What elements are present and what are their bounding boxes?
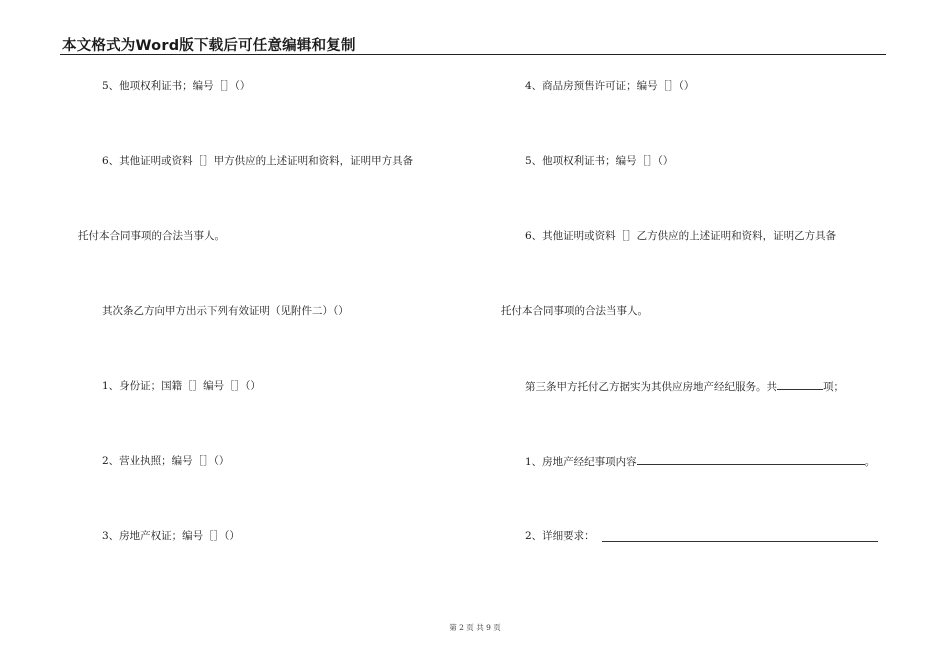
item-count-blank — [777, 379, 823, 390]
article-three-suffix: 项； — [823, 381, 844, 393]
detailed-requirements-label: 2、详细要求： — [525, 530, 595, 542]
brokerage-content-end: 。 — [864, 456, 876, 468]
header-divider — [60, 54, 886, 55]
right-line-7 — [525, 529, 595, 543]
right-line-6 — [525, 454, 875, 469]
left-line-7: 3、房地产权证；编号［］（） — [102, 530, 240, 542]
brokerage-content-blank — [637, 454, 865, 465]
left-line-6: 2、营业执照；编号［］（） — [102, 455, 230, 467]
left-line-1: 5、他项权利证书；编号［］（） — [102, 80, 251, 92]
right-line-2: 5、他项权利证书；编号［］（） — [525, 155, 674, 167]
page-number-footer: 第 2 页 共 9 页 — [449, 623, 501, 632]
left-line-2: 6、其他证明或资料［］甲方供应的上述证明和资料，证明甲方具备 — [102, 155, 414, 167]
article-three-text: 第三条甲方托付乙方据实为其供应房地产经纪服务。共 — [525, 381, 777, 393]
detailed-requirements-blank — [602, 531, 878, 542]
right-line-4: 托付本合同事项的合法当事人。 — [501, 305, 648, 317]
left-line-3: 托付本合同事项的合法当事人。 — [78, 230, 225, 242]
brokerage-content-label: 1、房地产经纪事项内容 — [525, 456, 637, 468]
left-line-4: 其次条乙方向甲方出示下列有效证明（见附件二）（） — [102, 305, 349, 317]
left-line-5: 1、身份证；国籍［］编号［］（） — [102, 380, 261, 392]
document-header-title: 本文格式为Word版下载后可任意编辑和复制 — [62, 38, 356, 54]
right-line-1: 4、商品房预售许可证；编号［］（） — [525, 80, 695, 92]
right-line-3: 6、其他证明或资料［］乙方供应的上述证明和资料，证明乙方具备 — [525, 230, 837, 242]
right-line-5 — [525, 379, 844, 394]
